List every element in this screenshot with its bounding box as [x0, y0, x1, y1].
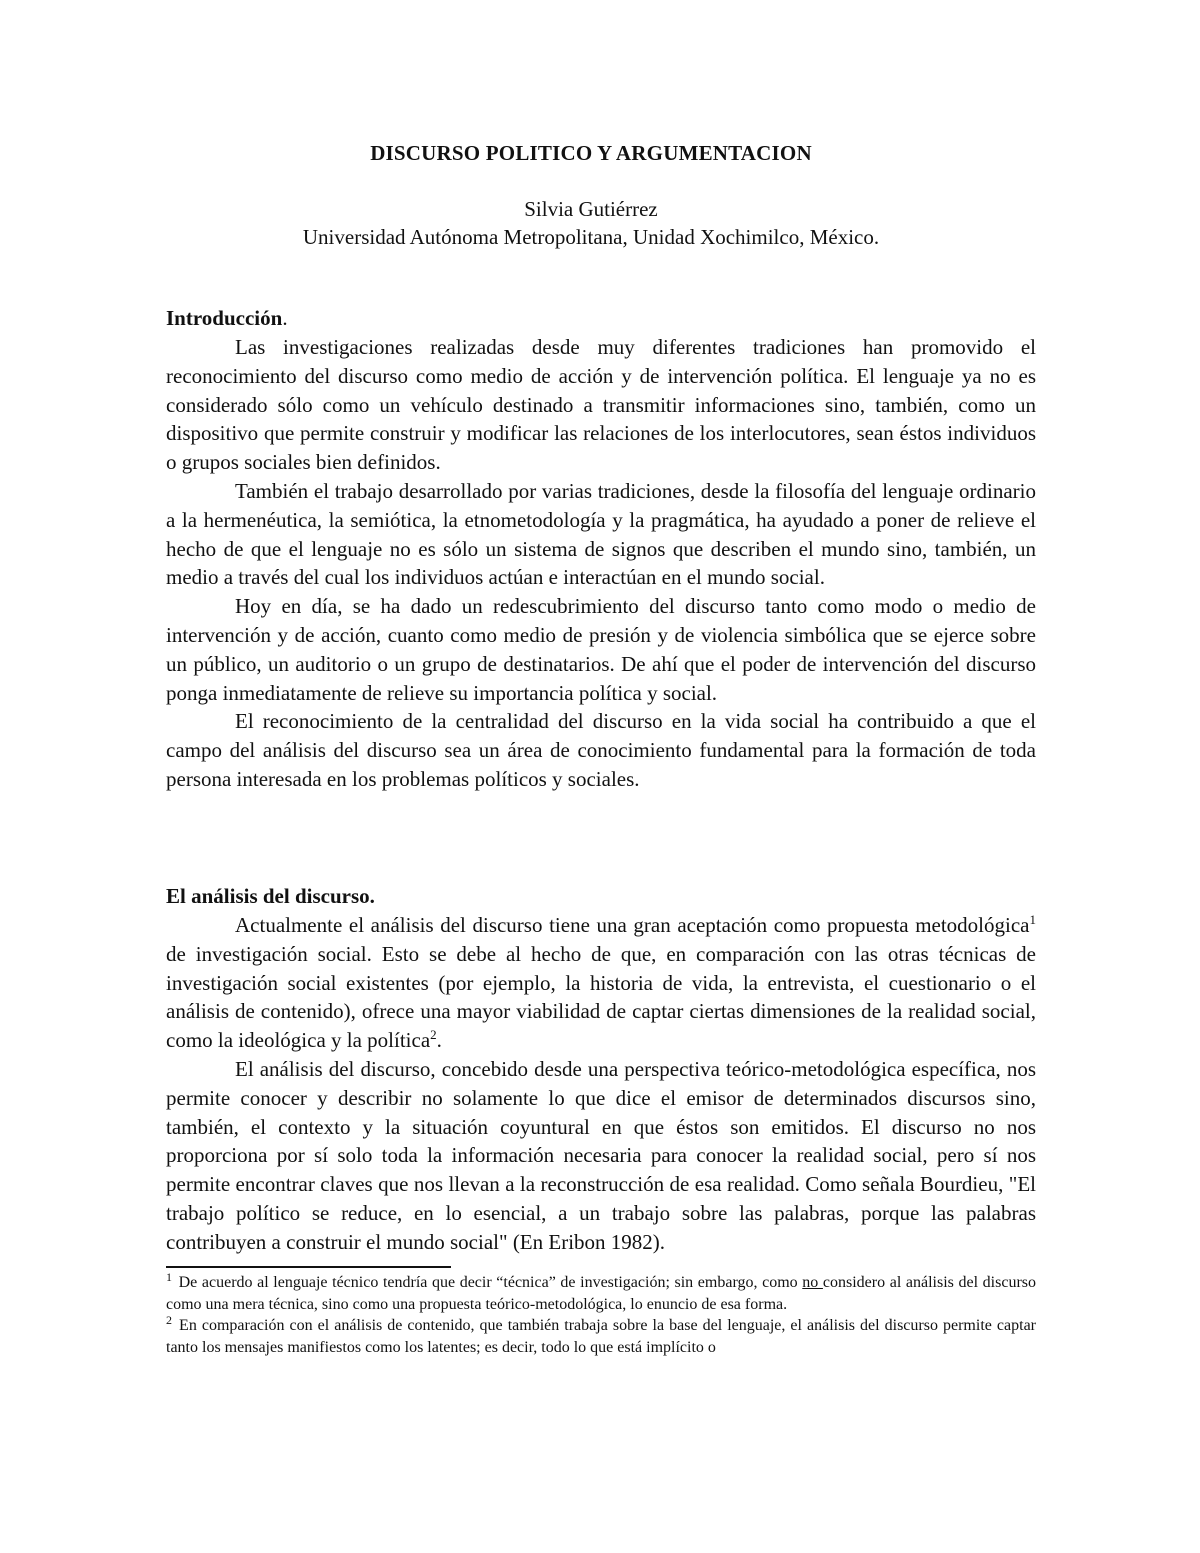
footnote-number: 2	[166, 1313, 172, 1327]
paragraph: También el trabajo desarrollado por varias tradiciones, desde la filosofía del lenguaje ordinario a la hermenéutica, la semiótica, la etnometodología y la pragmática, ha ayudado a poner de relieve el hecho de que el lenguaje no es sólo un sistema de signos que describen el mundo sino, también, un medio a través del cual los individuos actúan e interactúan en el mundo social.	[166, 478, 1036, 590]
paragraph: Las investigaciones realizadas desde muy diferentes tradiciones han promovido el reconocimiento del discurso como medio de acción y de intervención política. El lenguaje ya no es considerado sólo como un vehículo destinado a transmitir informaciones sino, también, como un dispositivo que permite construir y modificar las relaciones de los interlocutores, sean éstos individuos o grupos sociales bien definidos.	[166, 335, 1036, 475]
footnote-text: considero al análisis del discurso como una mera técnica, sino como una propuesta teórico-metodológica, lo enuncio de esa forma.	[166, 1274, 1036, 1313]
footnote-text: De acuerdo al lenguaje técnico tendría que decir “técnica” de investigación; sin embargo, como	[174, 1274, 803, 1291]
author-name: Silvia Gutiérrez	[524, 197, 658, 221]
footnote-number: 1	[166, 1270, 172, 1284]
paragraph: Hoy en día, se ha dado un redescubrimiento del discurso tanto como modo o medio de intervención y de acción, cuanto como medio de presión y de violencia simbólica que se ejerce sobre un público, un auditorio o un grupo de destinatarios. De ahí que el poder de intervención del discurso ponga inmediatamente de relieve su importancia política y social.	[166, 594, 1036, 705]
paragraph-text: Actualmente el análisis del discurso tiene una gran aceptación como propuesta metodológica	[235, 913, 1030, 937]
footnote-text: En comparación con el análisis de contenido, que también trabaja sobre la base del lenguaje, el análisis del discurso permite captar tanto los mensajes manifiestos como los latentes; es decir, todo lo que está implícito o	[166, 1317, 1036, 1356]
footnote-separator	[166, 1266, 451, 1268]
footnote-underlined-word: no	[802, 1274, 823, 1291]
paragraph-text: .	[436, 1028, 442, 1053]
introduction-section	[166, 304, 1036, 794]
footnote-1	[166, 1272, 1036, 1315]
paragraph	[166, 911, 1036, 1055]
footnotes	[166, 1272, 1036, 1358]
heading-period: .	[282, 306, 288, 330]
paragraph: El análisis del discurso, concebido desde una perspectiva teórico-metodológica específica, nos permite conocer y describir no solamente lo que dice el emisor de determinados discursos sino, también, el contexto y la situación coyuntural en que éstos son emitidos. El discurso no nos proporciona por sí solo toda la información necesaria para conocer la realidad social, pero sí nos permite encontrar claves que nos llevan a la reconstrucción de esa realidad. Como señala Bourdieu, "El trabajo político se reduce, en lo esencial, a un trabajo sobre las palabras, porque las palabras contribuyen a construir el mundo social" (En Eribon 1982).	[166, 1056, 1036, 1254]
paragraph: El reconocimiento de la centralidad del discurso en la vida social ha contribuido a que el campo del análisis del discurso sea un área de conocimiento fundamental para la formación de toda persona interesada en los problemas políticos y sociales.	[166, 709, 1036, 791]
footnote-ref-1[interactable]: 1	[1029, 912, 1036, 927]
author-affiliation: Universidad Autónoma Metropolitana, Unidad Xochimilco, México.	[302, 225, 880, 249]
footnote-2	[166, 1315, 1036, 1358]
section-heading-introduction	[166, 304, 1036, 333]
footnote-ref-2[interactable]: 2	[430, 1027, 437, 1043]
analysis-section	[166, 882, 1036, 1257]
heading-text: Introducción	[166, 306, 283, 330]
section-heading-analysis: El análisis del discurso.	[166, 884, 375, 908]
paragraph-text: de investigación social. Esto se debe al hecho de que, en comparación con las otras técnicas de investigación social existentes (por ejemplo, la historia de vida, la entrevista, el cuestionario o el análisis de contenido), ofrece una mayor viabilidad de captar ciertas dimensiones de la realidad social, como la ideológica y la política	[166, 941, 1036, 1053]
document-title: DISCURSO POLITICO Y ARGUMENTACION	[370, 141, 812, 165]
